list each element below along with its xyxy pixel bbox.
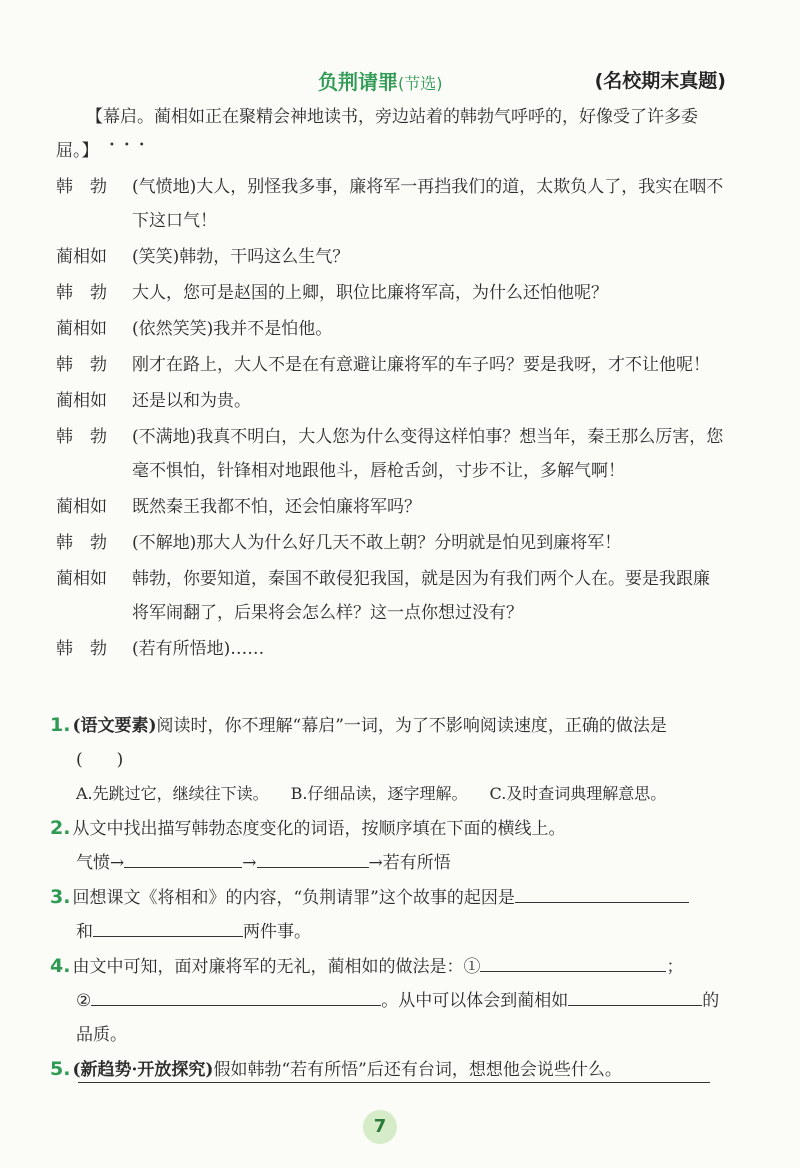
answer-line[interactable]: [78, 1082, 710, 1083]
question-tag: (新趋势·开放探究): [72, 1060, 214, 1080]
dialogue-line: [56, 526, 724, 560]
question-text: 从文中找出描写韩勃态度变化的词语，按顺序填在下面的横线上。: [72, 819, 566, 839]
bracket-open: 【: [86, 107, 103, 127]
emphasized-word-text: 幕启: [103, 107, 137, 127]
end-word: →若有所悟: [368, 853, 451, 873]
title-text: 负荆请罪: [318, 70, 398, 94]
question-text: 回想课文《将相和》的内容，“负荆请罪”这个故事的起因是: [72, 888, 515, 908]
arrow: →: [242, 853, 257, 873]
speaker: 韩 勃: [56, 639, 107, 659]
question-1: [50, 708, 730, 811]
answer-blank[interactable]: [91, 985, 381, 1006]
blank-row: [50, 984, 730, 1052]
tail-text: 的品质。: [76, 991, 720, 1045]
blank-row: [50, 846, 730, 880]
answer-blank[interactable]: [257, 847, 369, 868]
dialogue-line: [56, 276, 724, 310]
speaker: 韩 勃: [56, 533, 107, 553]
speaker: 蔺相如: [56, 319, 107, 339]
dialogue-line: [56, 348, 724, 382]
speaker: 韩 勃: [56, 355, 107, 375]
speech: 韩勃，你要知道，秦国不敢侵犯我国，就是因为有我们两个人在。要是我跟廉将军闹翻了，后果将会怎么样？这一点你想过没有？: [132, 569, 710, 623]
answer-blank[interactable]: [124, 847, 242, 868]
start-word: 气愤→: [76, 853, 125, 873]
dialogue-line: [56, 312, 724, 346]
header: [0, 66, 800, 100]
options: [50, 777, 730, 811]
answer-paren[interactable]: ( ): [76, 750, 124, 770]
question-text: 假如韩勃“若有所悟”后还有台词，想想他会说些什么。: [213, 1060, 622, 1080]
answer-blank[interactable]: [515, 882, 689, 903]
passage-title: [318, 66, 443, 95]
tail-text: 两件事。: [243, 922, 311, 942]
emphasis-dots: •••: [109, 140, 154, 151]
emphasized-word: [103, 107, 154, 151]
answer-blank[interactable]: [568, 985, 702, 1006]
speech: (不解地)那大人为什么好几天不敢上朝？分明就是怕见到廉将军！: [132, 533, 622, 553]
dialogue: [56, 170, 724, 668]
dialogue-line: [56, 420, 724, 488]
question-number: 1.: [50, 714, 71, 736]
speaker: 蔺相如: [56, 391, 107, 411]
and-word: 和: [76, 922, 93, 942]
question-tag: (语文要素): [72, 716, 157, 736]
question-number: 4.: [50, 955, 71, 977]
page-number: 7: [363, 1110, 397, 1144]
dialogue-line: [56, 490, 724, 524]
question-4: [50, 949, 730, 1052]
dialogue-line: [56, 170, 724, 238]
option-b[interactable]: B.仔细品读，逐字理解。: [290, 784, 468, 803]
option-a[interactable]: A.先跳过它，继续往下读。: [76, 784, 269, 803]
question-3: [50, 880, 730, 949]
mid-text: 。从中可以体会到蔺相如: [381, 991, 569, 1011]
semicolon: ；: [666, 957, 684, 977]
questions: [50, 708, 730, 1087]
speaker: 蔺相如: [56, 497, 107, 517]
speech: 刚才在路上，大人不是在有意避让廉将军的车子吗？要是我呀，才不让他呢！: [132, 355, 710, 375]
speech: 还是以和为贵。: [132, 391, 251, 411]
speaker: 韩 勃: [56, 427, 107, 447]
answer-blank[interactable]: [480, 951, 666, 972]
title-subtitle: (节选): [398, 74, 443, 93]
speech: 大人，您可是赵国的上卿，职位比廉将军高，为什么还怕他呢？: [132, 283, 608, 303]
speech: (依然笑笑)我并不是怕他。: [132, 319, 333, 339]
blank-row: [50, 915, 730, 949]
dialogue-line: [56, 632, 724, 666]
speech: 既然秦王我都不怕，还会怕廉将军吗？: [132, 497, 421, 517]
speaker: 蔺相如: [56, 569, 107, 589]
dialogue-line: [56, 384, 724, 418]
dialogue-line: [56, 562, 724, 630]
source-badge: (名校期末真题): [594, 70, 726, 92]
speech: (若有所悟地)……: [132, 639, 265, 659]
question-text: 阅读时，你不理解“幕启”一词，为了不影响阅读速度，正确的做法是: [156, 716, 667, 736]
stage-direction: [56, 100, 724, 168]
circle-two: ②: [76, 991, 92, 1011]
stage-direction-text: 。蔺相如正在聚精会神地读书，旁边站着的韩勃气呼呼的，好像受了许多委屈。】: [56, 107, 698, 161]
speaker: 韩 勃: [56, 283, 107, 303]
answer-blank[interactable]: [93, 916, 243, 937]
question-number: 3.: [50, 886, 71, 908]
dialogue-line: [56, 240, 724, 274]
speech: (气愤地)大人，别怪我多事，廉将军一再挡我们的道，太欺负人了，我实在咽不下这口气！: [132, 177, 724, 231]
speaker: 蔺相如: [56, 247, 107, 267]
question-number: 5.: [50, 1058, 71, 1080]
speech: (笑笑)韩勃，干吗这么生气？: [132, 247, 350, 267]
speech: (不满地)我真不明白，大人您为什么变得这样怕事？想当年，秦王那么厉害，您毫不惧怕，针锋相对地跟他斗，唇枪舌剑，寸步不让，多解气啊！: [132, 427, 724, 481]
question-number: 2.: [50, 817, 71, 839]
question-2: [50, 811, 730, 880]
question-text: 由文中可知，面对廉将军的无礼，蔺相如的做法是：①: [72, 957, 481, 977]
speaker: 韩 勃: [56, 177, 107, 197]
option-c[interactable]: C.及时查词典理解意思。: [489, 784, 667, 803]
